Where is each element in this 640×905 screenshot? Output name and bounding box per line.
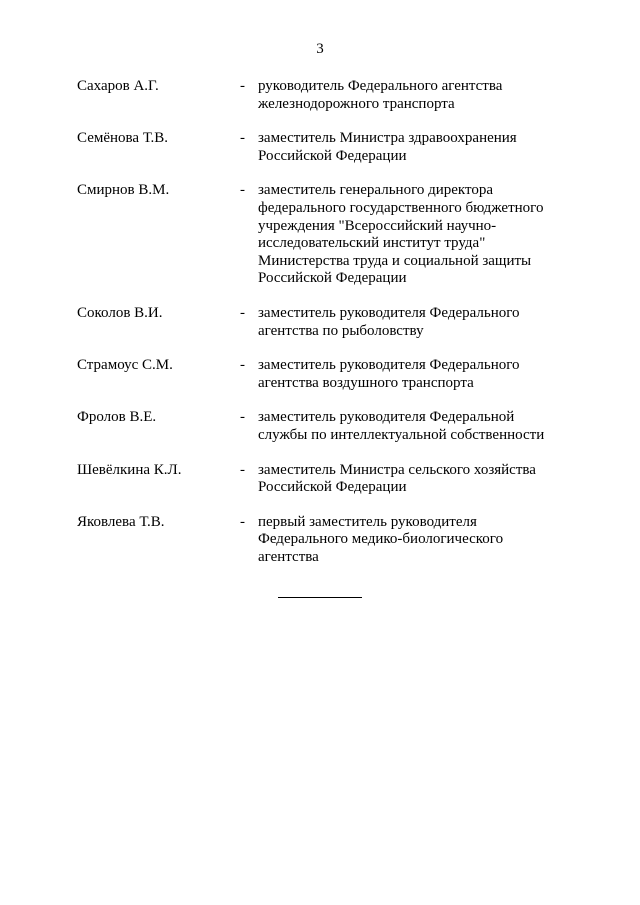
member-entry [0, 305, 640, 340]
entry-dash: - [240, 357, 245, 374]
member-name: Шевёлкина К.Л. [77, 461, 182, 478]
member-entry [0, 409, 640, 444]
member-name: Семёнова Т.В. [77, 130, 168, 147]
member-position: заместитель Министра здравоохранения Российской Федерации [258, 130, 517, 164]
member-entry [0, 78, 640, 113]
member-entry [0, 462, 640, 497]
member-position: заместитель руководителя Федерального агентства по рыболовству [258, 304, 520, 339]
member-position: заместитель руководителя Федерального агентства воздушного транспорта [258, 357, 520, 391]
member-entry [0, 357, 640, 392]
member-position: заместитель Министра сельского хозяйства Российской Федерации [258, 461, 536, 496]
member-position: заместитель руководителя Федеральной службы по интеллектуальной собственности [258, 409, 545, 443]
member-name: Сахаров А.Г. [77, 78, 159, 94]
member-name: Яковлева Т.В. [77, 513, 165, 530]
page-number: 3 [316, 41, 324, 57]
member-position: руководитель Федерального агентства железнодорожного транспорта [258, 78, 503, 112]
member-position: первый заместитель руководителя Федерального медико-биологического агентства [258, 513, 504, 565]
member-name: Соколов В.И. [77, 304, 163, 321]
member-entry [0, 182, 640, 288]
entry-dash: - [240, 78, 245, 94]
member-entry [0, 130, 640, 165]
end-of-list-rule [278, 597, 362, 598]
member-list [0, 78, 640, 583]
member-position: заместитель генерального директора федерального государственного бюджетного учреждения "Всероссийский научно- исследовательский институт труда" Министерства труда и социальной защиты Российской Федерации [258, 182, 544, 287]
entry-dash: - [240, 182, 245, 199]
entry-dash: - [240, 513, 245, 530]
member-name: Фролов В.Е. [77, 409, 157, 426]
entry-dash: - [240, 409, 245, 426]
member-name: Страмоус С.М. [77, 357, 173, 374]
entry-dash: - [240, 130, 245, 147]
member-name: Смирнов В.М. [77, 182, 170, 199]
entry-dash: - [240, 461, 245, 478]
entry-dash: - [240, 304, 245, 321]
member-entry [0, 514, 640, 567]
